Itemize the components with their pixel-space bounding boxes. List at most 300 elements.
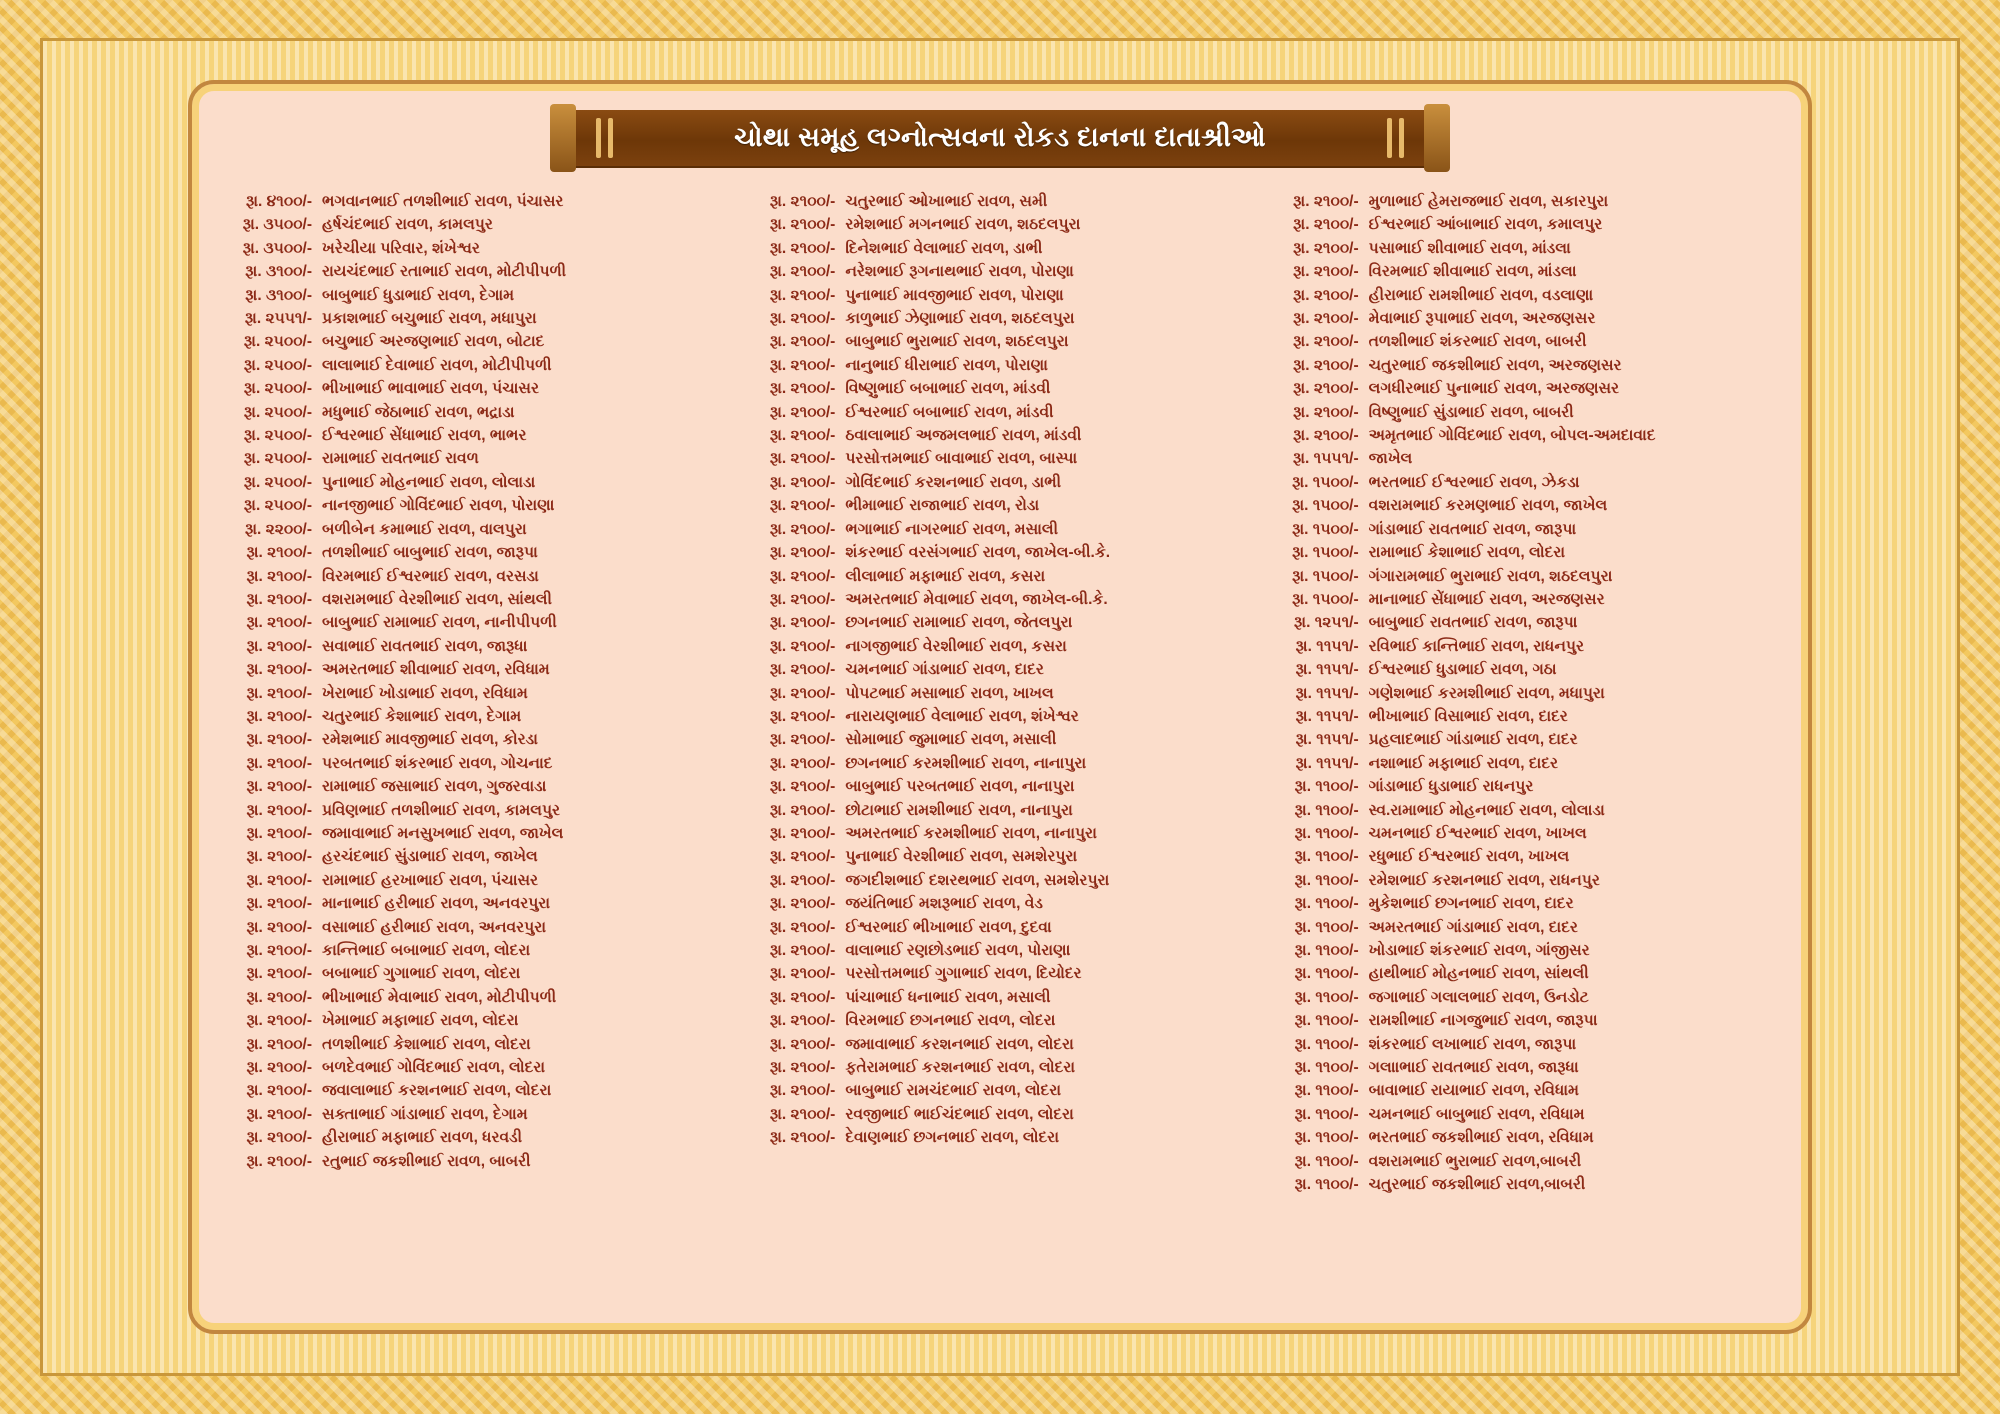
donor-row [1273, 1079, 1774, 1102]
donor-row [749, 635, 1250, 658]
donation-amount: રૂા. ૨૧૦૦/- [246, 1059, 312, 1077]
donor-name: પ્રકાશભાઈ બચુભાઈ રાવળ, મધાપુરા [322, 310, 537, 328]
donor-row [749, 822, 1250, 845]
donation-amount: રૂા. ૧૧૦૦/- [1294, 824, 1359, 842]
donor-row [226, 658, 727, 681]
donor-row [1273, 939, 1774, 962]
donor-name: દેવાણભાઈ છગનભાઈ રાવળ, લોદરા [845, 1129, 1059, 1147]
donor-row [749, 728, 1250, 751]
donor-name: પરસોત્તમભાઈ ગુગાભાઈ રાવળ, દિયોદર [845, 965, 1082, 983]
donation-amount: રૂા. ૧૫૦૦/- [1292, 567, 1359, 585]
donation-amount: રૂા. ૨૧૦૦/- [246, 988, 312, 1006]
donation-amount: રૂા. ૨૧૦૦/- [246, 871, 312, 889]
donor-column-1 [226, 190, 727, 1312]
donor-row [1273, 658, 1774, 681]
donor-name: ગંગારામભાઈ ભુરાભાઈ રાવળ, શઠદલપુરા [1368, 567, 1613, 585]
donor-name: અમરતભાઈ ગાંડાભાઈ રાવળ, દાદર [1368, 918, 1578, 936]
donor-name: નાગજીભાઈ વેરશીભાઈ રાવળ, કસરા [845, 637, 1067, 655]
donor-name: બાબુભાઈ રામાભાઈ રાવળ, નાનીપીપળી [322, 614, 557, 632]
donor-name: વિષ્ણુભાઈ બબાભાઈ રાવળ, માંડવી [845, 380, 1051, 398]
donor-name: ગોવિંદભાઈ કરશનભાઈ રાવળ, ડાભી [845, 473, 1062, 491]
donation-amount: રૂા. ૨૧૦૦/- [246, 731, 312, 749]
donor-name: હરચંદભાઈ સુંડાભાઈ રાવળ, જાખેલ [322, 848, 538, 866]
donation-amount: રૂા. ૧૧૫૧/- [1295, 661, 1359, 679]
donor-name: ખેમાભાઈ મફાભાઈ રાવળ, લોદરા [322, 1012, 519, 1030]
donor-name: રામશીભાઈ નાગજુભાઈ રાવળ, જારૂપા [1368, 1012, 1598, 1030]
donation-amount: રૂા. ૨૧૦૦/- [1293, 427, 1359, 445]
donor-name: તળશીભાઈ બાબુભાઈ રાવળ, જારૂપા [322, 544, 538, 562]
donation-amount: રૂા. ૨૨૦૦/- [245, 520, 312, 538]
donor-row [749, 611, 1250, 634]
donor-row [1273, 728, 1774, 751]
title-banner [560, 110, 1440, 166]
title-banner-wrapper [560, 110, 1440, 166]
donor-name: નાનુભાઈ ધીરાભાઈ રાવળ, પોરાણા [845, 356, 1048, 374]
donation-amount: રૂા. ૨૧૦૦/- [769, 520, 836, 538]
donation-amount: રૂા. ૨૧૦૦/- [1293, 239, 1359, 257]
ornament-bar-left-icon [596, 118, 601, 158]
donor-name: ચતુરભાઈ જકશીભાઈ રાવળ,બાબરી [1368, 1176, 1586, 1194]
donor-name: ગાંડાભાઈ રાવતભાઈ રાવળ, જારૂપા [1368, 520, 1577, 538]
donor-row [226, 775, 727, 798]
donor-row [1273, 237, 1774, 260]
donor-row [1273, 705, 1774, 728]
donor-name: ખરેચીયા પરિવાર, શંખેશ્વર [322, 239, 480, 257]
donation-amount: રૂા. ૨૧૦૦/- [1293, 380, 1359, 398]
donation-amount: રૂા. ૨૧૦૦/- [769, 403, 836, 421]
donor-row [749, 565, 1250, 588]
donor-row [226, 377, 727, 400]
donor-name: રામાભાઈ રાવતભાઈ રાવળ [322, 450, 479, 468]
donor-name: ખેરાભાઈ ખોડાભાઈ રાવળ, રવિધામ [322, 684, 528, 702]
donation-amount: રૂા. ૨૧૦૦/- [769, 497, 836, 515]
donor-row [226, 354, 727, 377]
donation-amount: રૂા. ૧૧૦૦/- [1294, 848, 1359, 866]
donor-name: પુનાભાઈ વેરશીભાઈ રાવળ, સમશેરપુરા [845, 848, 1078, 866]
donation-amount: રૂા. ૨૧૦૦/- [246, 1105, 312, 1123]
donation-amount: રૂા. ૨૫૦૦/- [243, 497, 312, 515]
donation-amount: રૂા. ૨૧૦૦/- [769, 1059, 836, 1077]
donor-name: સવાભાઈ રાવતભાઈ રાવળ, જારૂધા [322, 637, 528, 655]
donor-name: બાબુભાઈ ધુડાભાઈ રાવળ, દેગામ [322, 286, 515, 304]
donor-name: બળદેવભાઈ ગોવિંદભાઈ રાવળ, લોદરા [322, 1059, 546, 1077]
donor-name: શંકરભાઈ લખાભાઈ રાવળ, જારૂપા [1368, 1035, 1577, 1053]
donation-amount: રૂા. ૨૧૦૦/- [1293, 263, 1359, 281]
donation-amount: રૂા. ૨૧૦૦/- [769, 239, 836, 257]
donor-row [226, 518, 727, 541]
donor-row [1273, 775, 1774, 798]
donor-name: ભગવાનભાઈ તળશીભાઈ રાવળ, પંચાસર [322, 193, 564, 210]
donor-name: ઈશ્વરભાઈ ધુડાભાઈ રાવળ, ગઠા [1368, 661, 1557, 679]
donor-row [226, 939, 727, 962]
donation-amount: રૂા. ૨૧૦૦/- [769, 895, 836, 913]
donor-row [749, 447, 1250, 470]
donation-amount: રૂા. ૨૧૦૦/- [246, 801, 312, 819]
donor-row [749, 401, 1250, 424]
donation-amount: રૂા. ૨૧૦૦/- [769, 871, 836, 889]
donor-row [226, 611, 727, 634]
donor-name: નશાભાઈ મફાભાઈ રાવળ, દાદર [1368, 754, 1559, 772]
donor-row [226, 237, 727, 260]
donor-name: મુળાભાઈ હેમરાજભાઈ રાવળ, સકારપુરા [1368, 193, 1609, 210]
donation-amount: રૂા. ૧૧૦૦/- [1294, 1176, 1359, 1194]
donor-row [749, 1079, 1250, 1102]
donation-amount: રૂા. ૧૨૫૧/- [1294, 614, 1359, 632]
donor-name: પ્રહલાદભાઈ ગાંડાભાઈ રાવળ, દાદર [1368, 731, 1578, 749]
donation-amount: રૂા. ૨૧૦૦/- [769, 380, 836, 398]
donor-row [749, 775, 1250, 798]
donation-amount: રૂા. ૧૧૦૦/- [1294, 801, 1359, 819]
donor-column-2 [749, 190, 1250, 1312]
donation-amount: રૂા. ૨૧૦૦/- [246, 614, 312, 632]
donor-row [1273, 424, 1774, 447]
donation-amount: રૂા. ૧૫૦૦/- [1292, 473, 1359, 491]
donation-amount: રૂા. ૧૧૦૦/- [1294, 1035, 1359, 1053]
donor-row [226, 1009, 727, 1032]
donor-name: હીરાભાઈ મફાભાઈ રાવળ, ધરવડી [322, 1129, 523, 1147]
donation-amount: રૂા. ૨૧૦૦/- [246, 754, 312, 772]
donor-name: પસાભાઈ શીવાભાઈ રાવળ, માંડલા [1368, 239, 1571, 257]
donor-name: ખોડાભાઈ શંકરભાઈ રાવળ, ગાંજીસર [1368, 942, 1590, 959]
donor-name: જવાલાભાઈ કરશનભાઈ રાવળ, લોદરા [322, 1082, 552, 1100]
donor-row [1273, 190, 1774, 213]
donor-row [1273, 565, 1774, 588]
ornament-bar-right-icon [1399, 118, 1404, 158]
donation-amount: રૂા. ૧૧૫૧/- [1295, 684, 1359, 702]
donor-row [749, 307, 1250, 330]
donation-amount: રૂા. ૧૫૦૦/- [1292, 497, 1359, 515]
donation-amount: રૂા. ૨૧૦૦/- [246, 707, 312, 725]
donation-amount: રૂા. ૨૧૦૦/- [769, 544, 836, 562]
donor-name: છગનભાઈ કરમશીભાઈ રાવળ, નાનાપુરા [845, 754, 1087, 772]
donation-amount: રૂા. ૨૧૦૦/- [246, 1035, 312, 1053]
donation-amount: રૂા. ૧૧૦૦/- [1294, 1059, 1359, 1077]
donor-row [1273, 447, 1774, 470]
donation-amount: રૂા. ૧૧૦૦/- [1294, 895, 1359, 913]
donor-name: ચતુરભાઈ ઓખાભાઈ રાવળ, સમી [845, 193, 1048, 210]
donor-name: રામાભાઈ હરખાભાઈ રાવળ, પંચાસર [322, 871, 539, 889]
donor-name: વિરમભાઈ છગનભાઈ રાવળ, લોદરા [845, 1012, 1056, 1030]
donation-amount: રૂા. ૨૧૦૦/- [246, 824, 312, 842]
donor-name: કાળુભાઈ ઝેણાભાઈ રાવળ, શઠદલપુરા [845, 310, 1075, 328]
donation-amount: રૂા. ૩૫૦૦/- [242, 216, 312, 234]
donation-amount: રૂા. ૨૧૦૦/- [769, 1105, 836, 1123]
donor-name: બાબુભાઈ રાવતભાઈ રાવળ, જારૂપા [1368, 614, 1578, 632]
donor-row [749, 916, 1250, 939]
donor-row [226, 494, 727, 517]
donor-name: ભગાભાઈ નાગરભાઈ રાવળ, મસાલી [845, 520, 1059, 538]
donor-row [749, 541, 1250, 564]
donor-row [749, 752, 1250, 775]
donor-name: રવજીભાઈ ભાઈચંદભાઈ રાવળ, લોદરા [845, 1105, 1074, 1123]
donation-amount: રૂા. ૨૫૦૦/- [243, 403, 312, 421]
donation-amount: રૂા. ૧૧૦૦/- [1294, 918, 1359, 936]
donor-columns [226, 190, 1774, 1312]
donor-name: રાયચંદભાઈ રતાભાઈ રાવળ, મોટીપીપળી [322, 263, 567, 281]
donor-name: વિરમભાઈ શીવાભાઈ રાવળ, માંડલા [1368, 263, 1577, 281]
donor-name: શંકરભાઈ વરસંગભાઈ રાવળ, જાખેલ-બી.કે. [845, 544, 1111, 562]
donor-name: ભીખાભાઈ મેવાભાઈ રાવળ, મોટીપીપળી [322, 988, 557, 1006]
donation-amount: રૂા. ૪૧૦૦/- [246, 193, 312, 210]
donation-amount: રૂા. ૨૫૦૦/- [243, 427, 312, 445]
donor-name: સક્તાભાઈ ગાંડાભાઈ રાવળ, દેગામ [322, 1105, 528, 1123]
donor-name: ઈશ્વરભાઈ આંબાભાઈ રાવળ, કમાલપુર [1368, 216, 1603, 234]
donation-amount: રૂા. ૨૫૦૦/- [243, 380, 312, 398]
donor-name: ચમનભાઈ ગાંડાભાઈ રાવળ, દાદર [845, 661, 1044, 679]
donation-amount: રૂા. ૧૧૦૦/- [1294, 942, 1359, 959]
donor-name: પુનાભાઈ મોહનભાઈ રાવળ, લોલાડા [322, 473, 536, 491]
donor-name: બાબુભાઈ પરબતભાઈ રાવળ, નાનાપુરા [845, 778, 1075, 796]
donor-name: જમાવાભાઈ મનસુખભાઈ રાવળ, જાખેલ [322, 824, 564, 842]
donor-row [749, 705, 1250, 728]
donation-amount: રૂા. ૨૧૦૦/- [769, 707, 836, 725]
donor-name: ઈશ્વરભાઈ બબાભાઈ રાવળ, માંડવી [845, 403, 1054, 421]
donation-amount: રૂા. ૨૧૦૦/- [246, 1012, 312, 1030]
donation-amount: રૂા. ૨૧૦૦/- [769, 731, 836, 749]
donation-amount: રૂા. ૨૧૦૦/- [769, 988, 836, 1006]
donor-name: લગધીરભાઈ પુનાભાઈ રાવળ, અરજણસર [1368, 380, 1620, 398]
donation-amount: રૂા. ૧૧૦૦/- [1294, 1152, 1359, 1170]
donation-amount: રૂા. ૨૧૦૦/- [1293, 403, 1359, 421]
donation-amount: રૂા. ૨૧૦૦/- [769, 286, 836, 304]
donor-row [1273, 682, 1774, 705]
donor-row [749, 869, 1250, 892]
donation-amount: રૂા. ૧૧૫૧/- [1295, 707, 1359, 725]
donation-amount: રૂા. ૨૧૦૦/- [769, 356, 836, 374]
donor-row [749, 588, 1250, 611]
donation-amount: રૂા. ૨૧૦૦/- [769, 754, 836, 772]
donor-row [1273, 1103, 1774, 1126]
donor-name: અમરતભાઈ કરમશીભાઈ રાવળ, નાનાપુરા [845, 824, 1097, 842]
donation-amount: રૂા. ૧૫૦૦/- [1292, 544, 1359, 562]
donor-name: નાનજીભાઈ ગોવિંદભાઈ રાવળ, પોરાણા [322, 497, 555, 515]
donor-row [749, 190, 1250, 213]
donation-amount: રૂા. ૨૧૦૦/- [1293, 356, 1359, 374]
donor-row [749, 518, 1250, 541]
donor-row [1273, 588, 1774, 611]
donor-row [749, 471, 1250, 494]
donation-amount: રૂા. ૧૧૦૦/- [1294, 871, 1359, 889]
donor-name: રતુભાઈ જકશીભાઈ રાવળ, બાબરી [322, 1152, 531, 1170]
donor-name: ભીખાભાઈ વિસાભાઈ રાવળ, દાદર [1368, 707, 1568, 725]
donor-name: અમૃતભાઈ ગોવિંદભાઈ રાવળ, બોપલ-અમદાવાદ [1368, 427, 1656, 445]
donation-amount: રૂા. ૨૧૦૦/- [769, 1012, 836, 1030]
donation-amount: રૂા. ૨૧૦૦/- [769, 614, 836, 632]
donor-name: ઈશ્વરભાઈ સેંધાભાઈ રાવળ, ભાભર [322, 427, 527, 445]
donation-amount: રૂા. ૨૧૦૦/- [769, 848, 836, 866]
donation-amount: રૂા. ૨૧૦૦/- [246, 778, 312, 796]
donor-name: તળશીભાઈ કેશાભાઈ રાવળ, લોદરા [322, 1035, 531, 1053]
donor-name: રામાભાઈ કેશાભાઈ રાવળ, લોદરા [1368, 544, 1566, 562]
donation-amount: રૂા. ૨૧૦૦/- [246, 637, 312, 655]
donor-row [226, 1103, 727, 1126]
donor-name: ઠવાલાભાઈ અજમલભાઈ રાવળ, માંડવી [845, 427, 1082, 445]
donor-row [749, 799, 1250, 822]
donor-name: પરસોત્તમભાઈ બાવાભાઈ રાવળ, બાસ્પા [845, 450, 1078, 468]
donor-name: જમાવાભાઈ કરશનભાઈ રાવળ, લોદરા [845, 1035, 1074, 1053]
ornament-bar-right2-icon [1387, 118, 1392, 158]
donor-name: ચતુરભાઈ કેશાભાઈ રાવળ, દેગામ [322, 707, 522, 725]
donation-amount: રૂા. ૨૧૦૦/- [769, 590, 836, 608]
donor-name: માનાભાઈ હરીભાઈ રાવળ, અનવરપુરા [322, 895, 551, 913]
donor-row [1273, 518, 1774, 541]
donor-row [1273, 354, 1774, 377]
donation-amount: રૂા. ૨૧૦૦/- [246, 918, 312, 936]
donation-amount: રૂા. ૧૧૫૧/- [1295, 637, 1359, 655]
donor-name: નારાયણભાઈ વેલાભાઈ રાવળ, શંખેશ્વર [845, 707, 1079, 725]
donor-row [1273, 752, 1774, 775]
donation-amount: રૂા. ૨૧૦૦/- [769, 824, 836, 842]
donor-row [749, 962, 1250, 985]
donation-amount: રૂા. ૨૧૦૦/- [769, 637, 836, 655]
donor-row [1273, 1033, 1774, 1056]
donation-amount: રૂા. ૨૧૦૦/- [246, 661, 312, 679]
donor-row [749, 1103, 1250, 1126]
donor-name: ગાંડાભાઈ ધુડાભાઈ રાધનપુર [1368, 778, 1534, 796]
donor-name: વશરામભાઈ કરમણભાઈ રાવળ, જાખેલ [1368, 497, 1608, 515]
donor-row [1273, 1056, 1774, 1079]
donation-amount: રૂા. ૨૧૦૦/- [246, 965, 312, 983]
donation-amount: રૂા. ૨૧૦૦/- [1293, 333, 1359, 351]
donor-row [226, 799, 727, 822]
donation-amount: રૂા. ૧૧૦૦/- [1294, 965, 1359, 983]
donation-amount: રૂા. ૨૫૫૧/- [244, 310, 312, 328]
donor-row [1273, 401, 1774, 424]
donor-row [226, 869, 727, 892]
donor-row [226, 1150, 727, 1173]
donor-name: વિરમભાઈ ઈશ્વરભાઈ રાવળ, વરસડા [322, 567, 539, 585]
donor-name: વશરામભાઈ વેરશીભાઈ રાવળ, સાંથલી [322, 590, 552, 608]
donor-row [226, 892, 727, 915]
donor-name: ફતેરામભાઈ કરશનભાઈ રાવળ, લોદરા [845, 1059, 1076, 1077]
donor-name: ભીખાભાઈ ભાવાભાઈ રાવળ, પંચાસર [322, 380, 539, 398]
donor-row [749, 237, 1250, 260]
donor-row [749, 284, 1250, 307]
donor-row [749, 354, 1250, 377]
donation-amount: રૂા. ૨૧૦૦/- [246, 848, 312, 866]
donor-row [226, 986, 727, 1009]
donation-amount: રૂા. ૧૫૦૦/- [1292, 590, 1359, 608]
donation-amount: રૂા. ૨૧૦૦/- [246, 1129, 312, 1147]
donor-row [1273, 869, 1774, 892]
donor-row [749, 892, 1250, 915]
donor-name: વિષ્ણુભાઈ સુંડાભાઈ રાવળ, બાબરી [1368, 403, 1574, 421]
donor-name: હર્ષચંદભાઈ રાવળ, કામલપુર [322, 216, 493, 234]
donor-row [226, 682, 727, 705]
donor-column-3 [1273, 190, 1774, 1312]
donation-amount: રૂા. ૨૧૦૦/- [769, 216, 836, 234]
ribbon-end-right-icon [1424, 104, 1450, 172]
donation-amount: રૂા. ૨૧૦૦/- [769, 1129, 836, 1147]
donor-name: માનાભાઈ સેંધાભાઈ રાવળ, અરજણસર [1368, 590, 1605, 608]
donation-amount: રૂા. ૧૧૦૦/- [1294, 1105, 1359, 1123]
donor-row [1273, 284, 1774, 307]
donor-name: પુનાભાઈ માવજીભાઈ રાવળ, પોરાણા [845, 286, 1064, 304]
donor-row [749, 845, 1250, 868]
donor-row [226, 822, 727, 845]
donor-row [226, 541, 727, 564]
donor-row [226, 588, 727, 611]
donor-row [1273, 260, 1774, 283]
donor-name: છગનભાઈ રામાભાઈ રાવળ, જેતલપુરા [845, 614, 1073, 632]
donation-amount: રૂા. ૨૫૦૦/- [243, 333, 312, 351]
donor-row [226, 845, 727, 868]
donor-name: પોપટભાઈ મસાભાઈ રાવળ, ખાખલ [845, 684, 1054, 702]
donor-name: પાંચાભાઈ ધનાભાઈ રાવળ, મસાલી [845, 988, 1051, 1006]
donor-name: વશરામભાઈ ભુરાભાઈ રાવળ,બાબરી [1368, 1152, 1582, 1170]
donor-name: ચમનભાઈ ઈશ્વરભાઈ રાવળ, ખાખલ [1368, 824, 1587, 842]
donation-amount: રૂા. ૨૧૦૦/- [769, 661, 836, 679]
donor-row [226, 962, 727, 985]
donor-name: મધુભાઈ જેઠાભાઈ રાવળ, ભદ્રાડા [322, 403, 515, 421]
donor-name: ચતુરભાઈ જકશીભાઈ રાવળ, અરજણસર [1368, 356, 1622, 374]
donor-row [1273, 822, 1774, 845]
donor-row [226, 705, 727, 728]
donor-name: લાલાભાઈ દેવાભાઈ રાવળ, મોટીપીપળી [322, 356, 552, 374]
donation-amount: રૂા. ૨૫૦૦/- [243, 450, 312, 468]
donation-amount: રૂા. ૧૧૦૦/- [1294, 1129, 1359, 1147]
donor-row [1273, 541, 1774, 564]
donation-amount: રૂા. ૧૧૫૧/- [1295, 731, 1359, 749]
donation-amount: રૂા. ૨૧૦૦/- [1293, 216, 1359, 234]
donation-amount: રૂા. ૨૧૦૦/- [769, 918, 836, 936]
donor-list-card [188, 80, 1812, 1334]
donor-name: જાખેલ [1368, 450, 1413, 468]
donation-amount: રૂા. ૧૧૫૧/- [1295, 754, 1359, 772]
donor-name: અમરતભાઈ મેવાભાઈ રાવળ, જાખેલ-બી.કે. [845, 590, 1108, 608]
donor-row [226, 1033, 727, 1056]
donor-row [749, 658, 1250, 681]
donor-row [226, 213, 727, 236]
donor-name: લીલાભાઈ મફાભાઈ રાવળ, કસરા [845, 567, 1046, 585]
donor-name: બળીબેન કમાભાઈ રાવળ, વાલપુરા [322, 520, 527, 538]
donation-amount: રૂા. ૨૧૦૦/- [769, 1035, 836, 1053]
donation-amount: રૂા. ૩૧૦૦/- [245, 263, 312, 281]
donor-row [1273, 845, 1774, 868]
donor-row [1273, 307, 1774, 330]
donor-name: ઈશ્વરભાઈ ભીખાભાઈ રાવળ, દુદવા [845, 918, 1052, 936]
donation-amount: રૂા. ૨૧૦૦/- [769, 942, 836, 959]
donor-row [226, 284, 727, 307]
donation-amount: રૂા. ૧૫૫૧/- [1292, 450, 1359, 468]
donation-amount: રૂા. ૨૧૦૦/- [246, 1082, 312, 1100]
donation-amount: રૂા. ૨૧૦૦/- [769, 193, 836, 210]
donor-row [226, 1056, 727, 1079]
donor-name: જગદીશભાઈ દશરથભાઈ રાવળ, સમશેરપુરા [845, 871, 1110, 889]
donor-name: ભીમાભાઈ રાજાભાઈ રાવળ, રોડા [845, 497, 1040, 515]
donation-amount: રૂા. ૨૧૦૦/- [246, 895, 312, 913]
donor-row [226, 728, 727, 751]
donor-row [226, 916, 727, 939]
donor-name: રધુભાઈ ઈશ્વરભાઈ રાવળ, ખાખલ [1368, 848, 1570, 866]
donor-row [749, 682, 1250, 705]
donor-name: છોટાભાઈ રામશીભાઈ રાવળ, નાનાપુરા [845, 801, 1073, 819]
donation-amount: રૂા. ૨૧૦૦/- [769, 450, 836, 468]
donor-name: દિનેશભાઈ વેલાભાઈ રાવળ, ડાભી [845, 239, 1043, 257]
donor-name: અમરતભાઈ શીવાભાઈ રાવળ, રવિધામ [322, 661, 550, 679]
donor-name: હાથીભાઈ મોહનભાઈ રાવળ, સાંથલી [1368, 965, 1589, 983]
donor-row [749, 330, 1250, 353]
donation-amount: રૂા. ૩૫૦૦/- [242, 239, 312, 257]
donation-amount: રૂા. ૨૧૦૦/- [769, 778, 836, 796]
donation-amount: રૂા. ૨૧૦૦/- [769, 801, 836, 819]
donor-row [226, 260, 727, 283]
donor-row [749, 1126, 1250, 1149]
ribbon-end-left-icon [550, 104, 576, 172]
donor-row [749, 494, 1250, 517]
donor-row [1273, 916, 1774, 939]
donor-row [1273, 1173, 1774, 1196]
